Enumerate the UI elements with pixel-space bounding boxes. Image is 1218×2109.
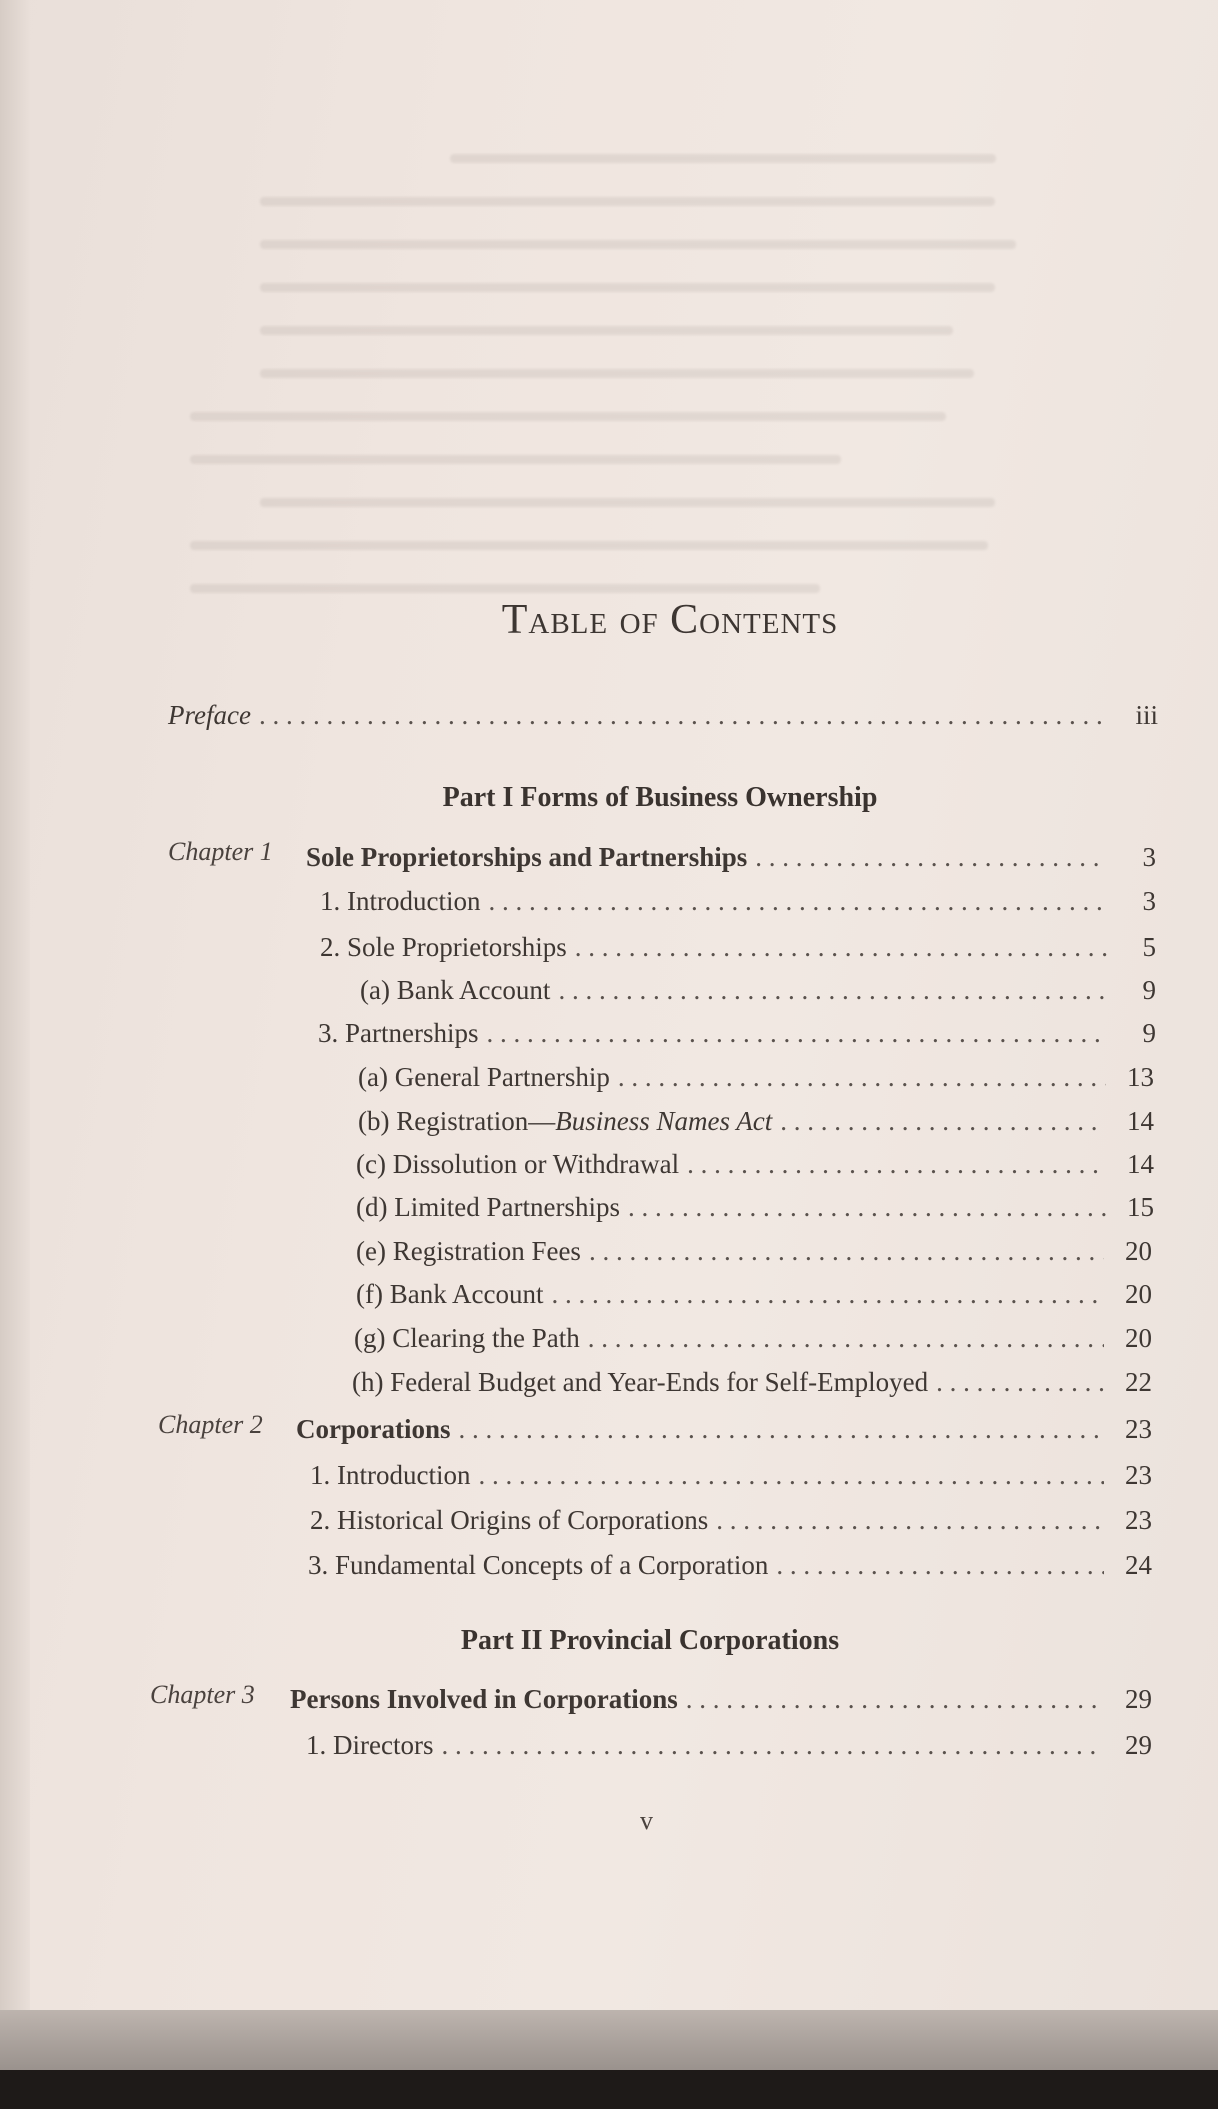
entry-label: 2. Sole Proprietorships bbox=[320, 932, 567, 962]
page-number: 20 bbox=[1125, 1279, 1152, 1309]
page-number: 3 bbox=[1142, 842, 1156, 872]
toc-entry bbox=[310, 1505, 1152, 1536]
toc-entry bbox=[308, 1550, 1152, 1581]
toc-title: Table of Contents bbox=[501, 597, 839, 643]
toc-entry bbox=[358, 1062, 1154, 1093]
page-number: iii bbox=[1135, 700, 1158, 730]
entry-label: (g) Clearing the Path bbox=[354, 1323, 580, 1353]
page-number: 22 bbox=[1125, 1367, 1152, 1397]
page-number: 23 bbox=[1125, 1505, 1152, 1535]
dot-leader bbox=[558, 975, 1108, 1006]
toc-entry bbox=[352, 1367, 1152, 1398]
page-number: 23 bbox=[1125, 1460, 1152, 1490]
toc-entry bbox=[310, 1460, 1152, 1491]
entry-label: (b) Registration—Business Names Act bbox=[358, 1106, 773, 1136]
page-bottom-shadow bbox=[0, 2010, 1218, 2070]
dot-leader bbox=[687, 1149, 1106, 1180]
entry-label: 3. Partnerships bbox=[318, 1018, 479, 1048]
entry-label: (f) Bank Account bbox=[356, 1279, 544, 1309]
dot-leader bbox=[776, 1550, 1104, 1581]
toc-entry bbox=[356, 1192, 1154, 1223]
entry-label: (d) Limited Partnerships bbox=[356, 1192, 620, 1222]
part-heading: Part I Forms of Business Ownership bbox=[442, 782, 878, 813]
page-folio: v bbox=[640, 1806, 653, 1835]
entry-label: (e) Registration Fees bbox=[356, 1236, 581, 1266]
dot-leader bbox=[686, 1684, 1104, 1715]
page-number: 29 bbox=[1125, 1730, 1152, 1760]
toc-chapter-row bbox=[306, 842, 1156, 873]
toc-entry bbox=[358, 1106, 1154, 1137]
entry-label: (h) Federal Budget and Year-Ends for Self-Employed bbox=[352, 1367, 929, 1397]
page-number: 29 bbox=[1125, 1684, 1152, 1714]
chapter-label: Chapter 3 bbox=[150, 1680, 255, 1709]
toc-entry bbox=[318, 1018, 1156, 1049]
page-number: 20 bbox=[1125, 1323, 1152, 1353]
dot-leader bbox=[551, 1279, 1104, 1310]
dot-leader bbox=[589, 1236, 1104, 1267]
page-number: 23 bbox=[1125, 1414, 1152, 1444]
toc-preface-row bbox=[168, 700, 1158, 731]
act-title: Business Names Act bbox=[555, 1106, 773, 1136]
page-number: 24 bbox=[1125, 1550, 1152, 1580]
page-number: 14 bbox=[1127, 1106, 1154, 1136]
dot-leader bbox=[486, 1018, 1108, 1049]
dot-leader bbox=[628, 1192, 1106, 1223]
dot-leader bbox=[478, 1460, 1104, 1491]
dot-leader bbox=[716, 1505, 1104, 1536]
page-number: 15 bbox=[1127, 1192, 1154, 1222]
toc-entry bbox=[354, 1323, 1152, 1354]
part-heading: Part II Provincial Corporations bbox=[460, 1625, 840, 1656]
toc-entry bbox=[306, 1730, 1152, 1761]
toc-entry bbox=[356, 1149, 1154, 1180]
dot-leader bbox=[780, 1106, 1106, 1137]
dot-leader bbox=[755, 842, 1108, 873]
toc-chapter-row bbox=[290, 1684, 1152, 1715]
page-number: 9 bbox=[1142, 1018, 1156, 1048]
background-surface bbox=[0, 2070, 1218, 2109]
chapter-title: Sole Proprietorships and Partnerships bbox=[306, 842, 748, 872]
dot-leader bbox=[575, 932, 1108, 963]
toc-entry bbox=[320, 886, 1156, 917]
chapter-title: Persons Involved in Corporations bbox=[290, 1684, 678, 1714]
toc-entry bbox=[356, 1279, 1152, 1310]
preface-label: Preface bbox=[168, 700, 251, 730]
entry-label: 2. Historical Origins of Corporations bbox=[310, 1505, 709, 1535]
entry-label: (a) General Partnership bbox=[358, 1062, 610, 1092]
page-number: 9 bbox=[1142, 975, 1156, 1005]
chapter-title: Corporations bbox=[296, 1414, 451, 1444]
entry-label: 1. Introduction bbox=[320, 886, 481, 916]
toc-entry bbox=[360, 975, 1156, 1006]
toc-entry bbox=[356, 1236, 1152, 1267]
page-number: 20 bbox=[1125, 1236, 1152, 1266]
entry-label: (c) Dissolution or Withdrawal bbox=[356, 1149, 680, 1179]
dot-leader bbox=[588, 1323, 1104, 1354]
page-number: 14 bbox=[1127, 1149, 1154, 1179]
toc-chapter-row bbox=[296, 1414, 1152, 1445]
chapter-label: Chapter 2 bbox=[158, 1410, 263, 1439]
page-number: 5 bbox=[1142, 932, 1156, 962]
page-number: 3 bbox=[1142, 886, 1156, 916]
dot-leader bbox=[459, 1414, 1105, 1445]
toc-entry bbox=[320, 932, 1156, 963]
dot-leader bbox=[936, 1367, 1104, 1398]
entry-label: 1. Introduction bbox=[310, 1460, 471, 1490]
dot-leader bbox=[259, 700, 1110, 731]
entry-label: (a) Bank Account bbox=[360, 975, 551, 1005]
page-number: 13 bbox=[1127, 1062, 1154, 1092]
chapter-label: Chapter 1 bbox=[168, 837, 273, 866]
bleed-through-text bbox=[150, 120, 1200, 640]
entry-label: 3. Fundamental Concepts of a Corporation bbox=[308, 1550, 769, 1580]
dot-leader bbox=[618, 1062, 1106, 1093]
dot-leader bbox=[488, 886, 1108, 917]
entry-label: 1. Directors bbox=[306, 1730, 434, 1760]
dot-leader bbox=[441, 1730, 1104, 1761]
page-edge-shadow bbox=[0, 0, 30, 2010]
